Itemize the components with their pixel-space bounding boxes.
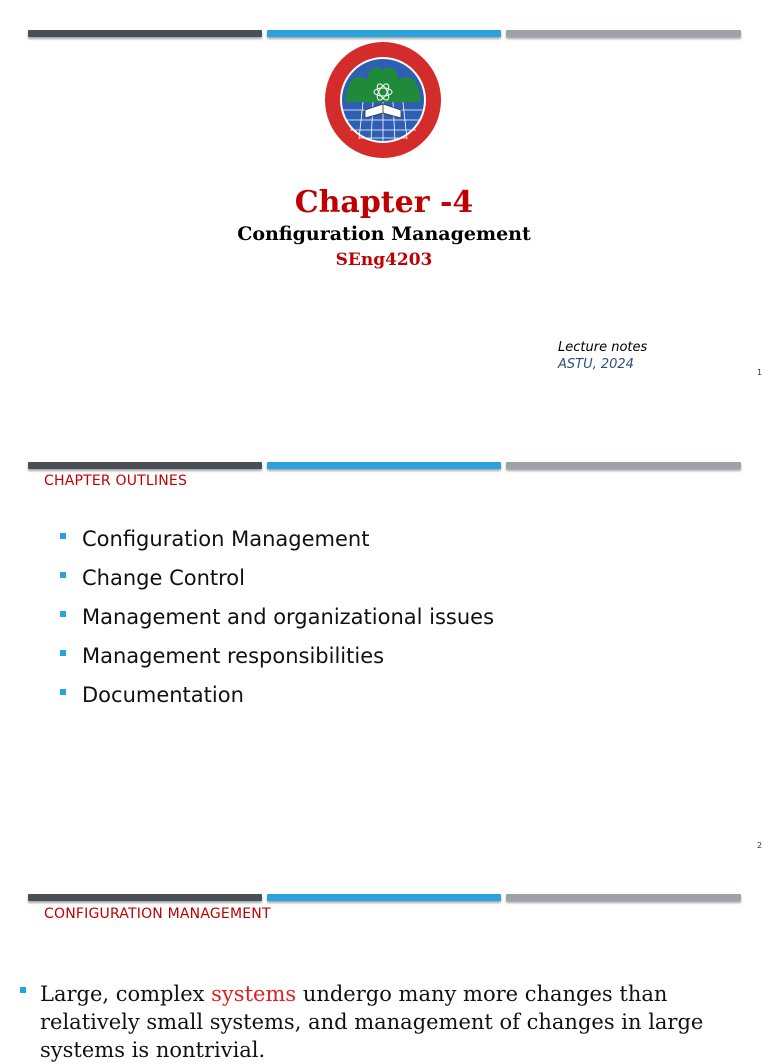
header-bar-dark	[28, 30, 262, 37]
list-item	[60, 683, 494, 722]
paragraph-text-end: undergo many more changes than relatively small systems, and management of changes in large systems is nontrivial.	[40, 982, 704, 1062]
header-bar-gray	[506, 894, 741, 901]
list-item	[60, 605, 494, 644]
course-code: SEng4203	[335, 250, 433, 270]
institution-year: ASTU, 2024	[558, 357, 634, 372]
outline-item-text: Configuration Management	[82, 527, 370, 551]
slide-heading: CHAPTER OUTLINES	[44, 473, 188, 489]
list-item	[60, 566, 494, 605]
header-bar-gray	[506, 30, 741, 37]
header-bar-gray	[506, 462, 741, 469]
square-bullet-icon	[60, 689, 66, 695]
outline-item-text: Management responsibilities	[82, 644, 385, 668]
list-item	[60, 644, 494, 683]
university-logo	[323, 40, 443, 160]
header-bar-blue	[267, 30, 501, 37]
header-bar-dark	[28, 894, 262, 901]
paragraph-text-start: Large, complex	[40, 982, 212, 1006]
outline-item-text: Management and organizational issues	[82, 605, 495, 629]
page-number: 2	[757, 841, 763, 850]
header-bar-dark	[28, 462, 262, 469]
header-bar-blue	[267, 894, 501, 901]
square-bullet-icon	[60, 611, 66, 617]
header-bars	[28, 894, 741, 901]
outline-item-text: Change Control	[82, 566, 245, 590]
header-bars	[28, 30, 741, 37]
slide-heading: CONFIGURATION MANAGEMENT	[44, 906, 271, 922]
chapter-subtitle: Configuration Management	[237, 223, 531, 245]
slide-1	[0, 0, 768, 420]
chapter-title: Chapter -4	[294, 185, 474, 220]
square-bullet-icon	[60, 650, 66, 656]
outline-list	[60, 527, 494, 722]
lecture-notes-label: Lecture notes	[558, 340, 648, 355]
square-bullet-icon	[20, 987, 26, 993]
header-bars	[28, 462, 741, 469]
square-bullet-icon	[60, 572, 66, 578]
square-bullet-icon	[60, 533, 66, 539]
page-number: 1	[757, 368, 763, 377]
outline-item-text: Documentation	[82, 683, 244, 707]
body-paragraph	[18, 980, 738, 1064]
highlighted-term: systems	[211, 982, 297, 1006]
list-item	[60, 527, 494, 566]
header-bar-blue	[267, 462, 501, 469]
